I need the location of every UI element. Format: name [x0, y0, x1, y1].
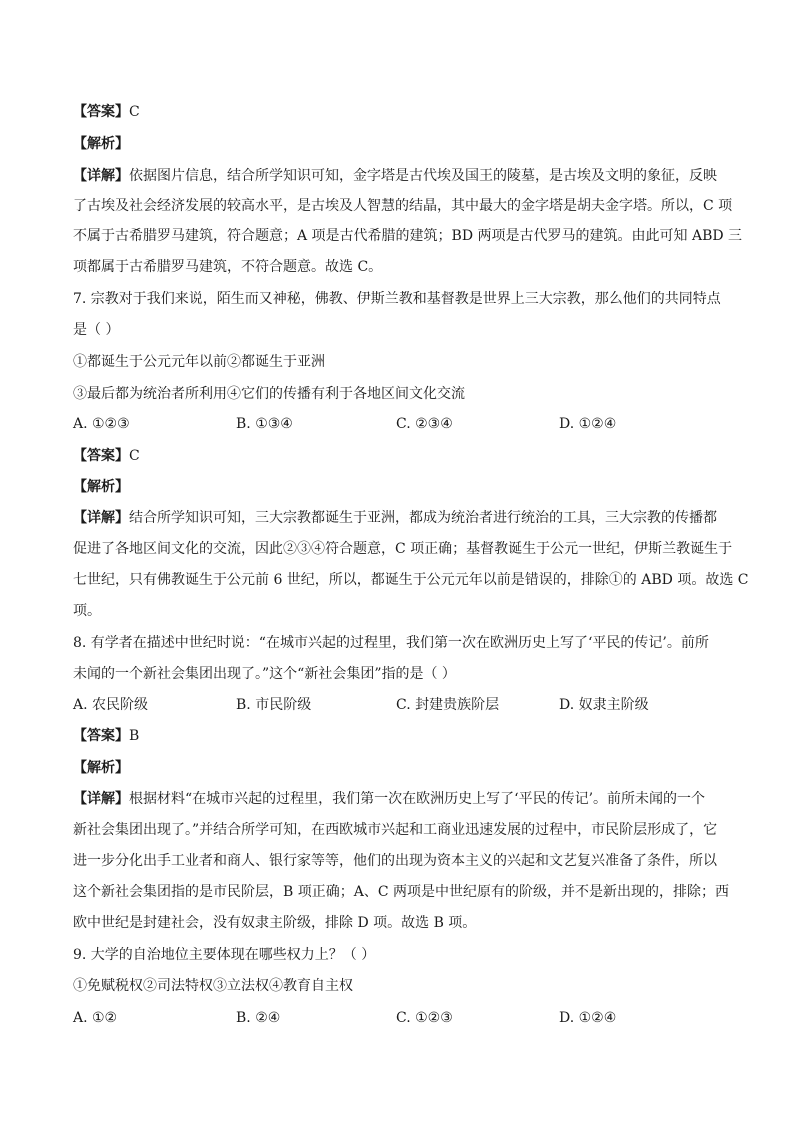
q8-detail-line-3: 进一步分化出手工业者和商人、银行家等等，他们的出现为资本主义的兴起和文艺复兴准备了条件，所以: [73, 853, 717, 869]
q6-analysis-heading: [73, 134, 129, 154]
analysis-tag: 【解析】: [73, 479, 129, 495]
q7-option-d: D. ①②④: [559, 416, 617, 432]
q7-detail-line-2: 促进了各地区间文化的交流，因此②③④符合题意，C 项正确；基督教诞生于公元一世纪，伊斯兰教诞生于: [73, 541, 733, 557]
q7-stem-line-2: 是（ ）: [73, 322, 120, 338]
q9-option-c: C. ①②③: [396, 1010, 453, 1026]
q7-answer: [73, 446, 140, 466]
q8-detail-line-4: 这个新社会集团指的是市民阶层，B 项正确；A、C 两项是中世纪原有的阶级，并不是新出现的，排除；西: [73, 884, 730, 900]
q7-detail-line-3: 七世纪，只有佛教诞生于公元前 6 世纪，所以，都诞生于公元元年以前是错误的，排除①的 ABD 项。故选 C: [73, 572, 749, 588]
answer-tag: 【答案】: [73, 104, 129, 120]
q7-options: [73, 414, 733, 434]
detail-text: 根据材料“在城市兴起的过程里，我们第一次在欧洲历史上写了‘平民的传记’。前所未闻的一个: [129, 791, 706, 807]
q8-options: [73, 695, 733, 715]
answer-value: C: [129, 448, 140, 464]
q8-detail-line-2: 新社会集团出现了。”并结合所学可知，在西欧城市兴起和工商业迅速发展的过程中，市民阶层形成了，它: [73, 822, 718, 838]
q7-option-b: B. ①③④: [236, 416, 293, 432]
answer-tag: 【答案】: [73, 728, 129, 744]
detail-tag: 【详解】: [73, 510, 129, 526]
q7-stem-line-1: 7. 宗教对于我们来说，陌生而又神秘，佛教、伊斯兰教和基督教是世界上三大宗教，那么他们的共同特点: [73, 291, 721, 307]
q8-option-c: C. 封建贵族阶层: [396, 697, 500, 713]
q7-option-a: A. ①②③: [73, 416, 130, 432]
analysis-tag: 【解析】: [73, 760, 129, 776]
q7-option-c: C. ②③④: [396, 416, 453, 432]
detail-tag: 【详解】: [73, 168, 129, 184]
q8-option-a: A. 农民阶级: [73, 697, 149, 713]
q7-detail-line-4: 项。: [73, 603, 101, 619]
q7-statement-1: ①都诞生于公元元年以前②都诞生于亚洲: [73, 354, 325, 370]
answer-value: C: [129, 104, 140, 120]
q9-stem-line-1: 9. 大学的自治地位主要体现在哪些权力上？（ ）: [73, 947, 376, 963]
detail-text: 依据图片信息，结合所学知识可知，金字塔是古代埃及国王的陵墓，是古埃及文明的象征，反映: [129, 168, 717, 184]
q9-statement-1: ①免赋税权②司法特权③立法权④教育自主权: [73, 978, 353, 994]
q6-answer: [73, 102, 140, 122]
answer-value: B: [129, 728, 140, 744]
q7-analysis-heading: [73, 477, 129, 497]
q8-stem-line-2: 未闻的一个新社会集团出现了。”这个“新社会集团”指的是（ ）: [73, 666, 456, 682]
q8-option-b: B. 市民阶级: [236, 697, 312, 713]
q9-options: [73, 1008, 733, 1028]
detail-text: 结合所学知识可知，三大宗教都诞生于亚洲，都成为统治者进行统治的工具，三大宗教的传播都: [129, 510, 717, 526]
q8-detail-line-1: [73, 789, 705, 809]
q8-option-d: D. 奴隶主阶级: [559, 697, 649, 713]
analysis-tag: 【解析】: [73, 136, 129, 152]
q6-detail-line-4: 项都属于古希腊罗马建筑，不符合题意。故选 C。: [73, 259, 383, 275]
q6-detail-line-2: 了古埃及社会经济发展的较高水平，是古埃及人智慧的结晶，其中最大的金字塔是胡夫金字塔。所以，C 项: [73, 198, 733, 214]
q9-option-b: B. ②④: [236, 1010, 281, 1026]
q7-detail-line-1: [73, 508, 717, 528]
q8-analysis-heading: [73, 758, 129, 778]
q6-detail-line-1: [73, 166, 717, 186]
q9-option-a: A. ①②: [73, 1010, 118, 1026]
q9-option-d: D. ①②④: [559, 1010, 617, 1026]
q7-statement-2: ③最后都为统治者所利用④它们的传播有利于各地区间文化交流: [73, 386, 465, 402]
answer-tag: 【答案】: [73, 448, 129, 464]
q6-detail-line-3: 不属于古希腊罗马建筑，符合题意；A 项是古代希腊的建筑；BD 两项是古代罗马的建筑。由此可知 ABD 三: [73, 228, 743, 244]
q8-detail-line-5: 欧中世纪是封建社会，没有奴隶主阶级，排除 D 项。故选 B 项。: [73, 915, 477, 931]
q8-stem-line-1: 8. 有学者在描述中世纪时说：“在城市兴起的过程里，我们第一次在欧洲历史上写了‘平民的传记’。前所: [73, 635, 709, 651]
q8-answer: [73, 726, 139, 746]
detail-tag: 【详解】: [73, 791, 129, 807]
